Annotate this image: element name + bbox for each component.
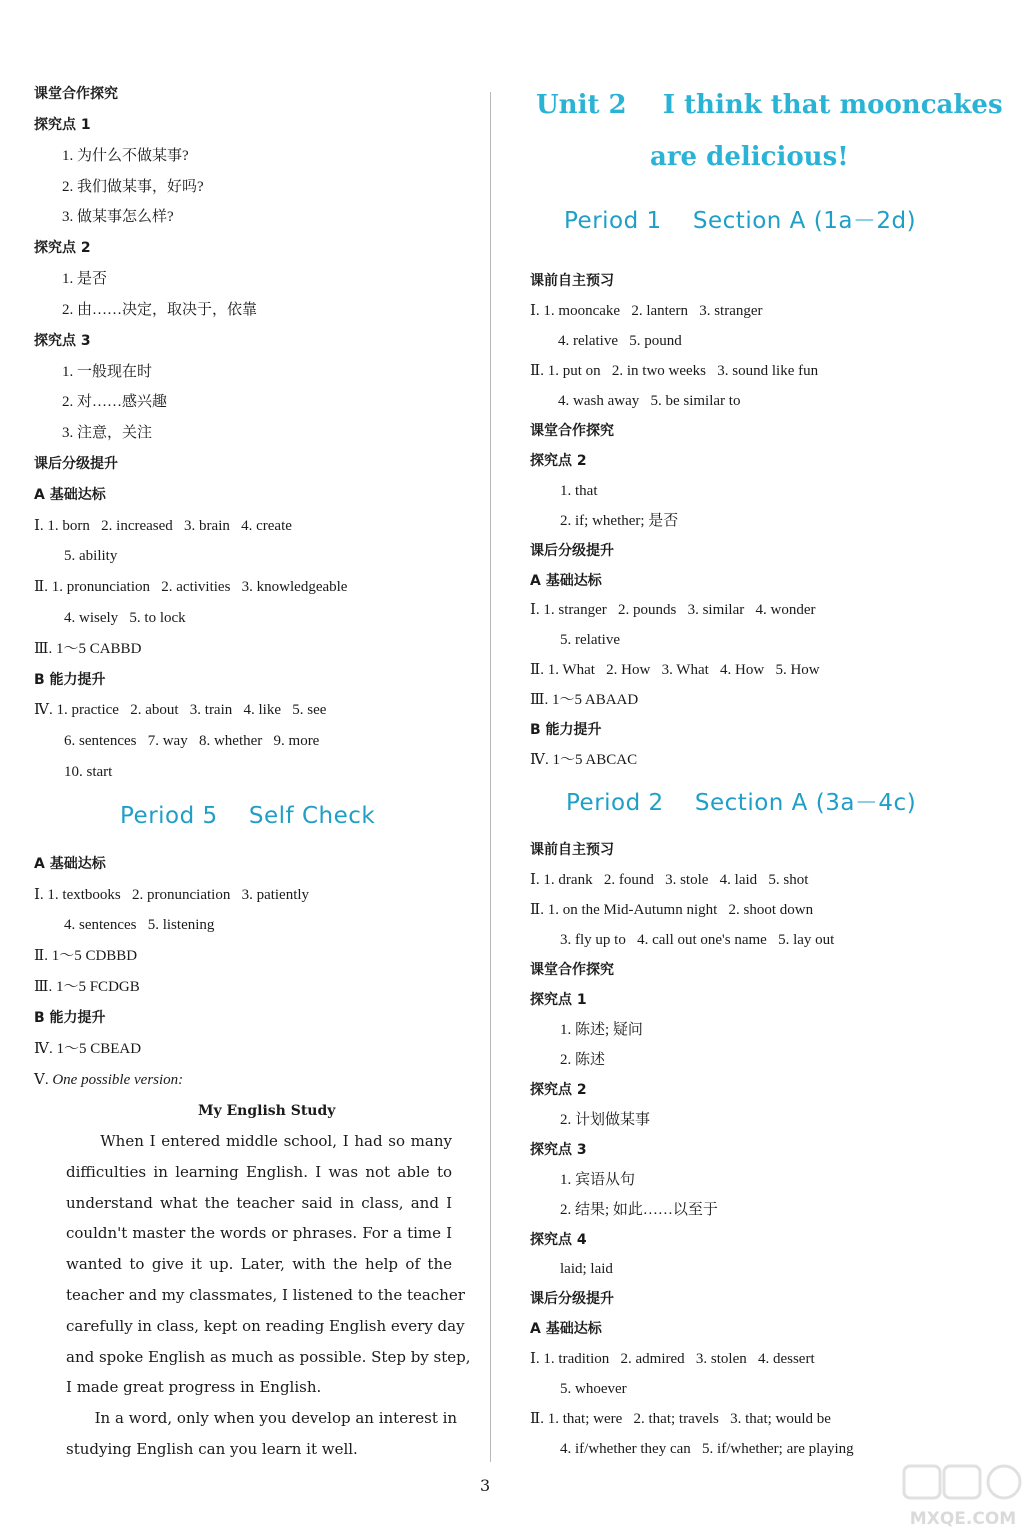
- section-heading: 探究点 1: [34, 117, 91, 133]
- section-heading: 探究点 3: [34, 333, 91, 349]
- answer-line: 3. 做某事怎么样?: [62, 209, 174, 225]
- answer-line: Ⅱ. 1. What 2. How 3. What 4. How 5. How: [530, 662, 820, 678]
- answer-line: Ⅲ. 1～5 ABAAD: [530, 692, 639, 708]
- version-label: Ⅴ.: [34, 1072, 53, 1088]
- answer-line: 2. if; whether; 是否: [560, 513, 679, 529]
- version-line: [34, 1070, 183, 1090]
- unit-title-line-1: Unit 2 I think that mooncakes: [536, 90, 1003, 120]
- answer-line: Ⅰ. 1. drank 2. found 3. stole 4. laid 5. shot: [530, 872, 809, 888]
- answer-line: 2. 对……感兴趣: [62, 394, 168, 410]
- answer-line: Ⅱ. 1. pronunciation 2. activities 3. knowledgeable: [34, 579, 348, 595]
- essay-line: couldn't master the words or phrases. For a time I: [66, 1224, 452, 1243]
- unit-title-line-2: are delicious!: [650, 142, 849, 172]
- answer-line: 6. sentences 7. way 8. whether 9. more: [64, 733, 320, 749]
- answer-line: 2. 陈述: [560, 1052, 606, 1068]
- section-heading: A 基础达标: [530, 1321, 602, 1337]
- section-heading: B 能力提升: [34, 1010, 106, 1026]
- answer-line: 1. 是否: [62, 271, 108, 287]
- section-heading: 探究点 4: [530, 1232, 587, 1248]
- answer-line: 1. 宾语从句: [560, 1172, 636, 1188]
- section-heading: A 基础达标: [34, 487, 106, 503]
- section-heading: 课前自主预习: [530, 842, 614, 858]
- answer-line: 3. fly up to 4. call out one's name 5. lay out: [560, 932, 835, 948]
- answer-line: 2. 我们做某事，好吗?: [62, 179, 204, 195]
- period-2-heading: Period 2 Section A (3a－4c): [566, 790, 917, 816]
- section-heading: A 基础达标: [530, 573, 602, 589]
- answer-line: Ⅲ. 1～5 CABBD: [34, 641, 142, 657]
- answer-line: laid; laid: [560, 1261, 613, 1277]
- essay-line: and spoke English as much as possible. Step by step,: [66, 1347, 471, 1366]
- section-heading: 课后分级提升: [530, 543, 614, 559]
- answer-line: Ⅰ. 1. tradition 2. admired 3. stolen 4. dessert: [530, 1351, 815, 1367]
- answer-line: 1. that: [560, 483, 598, 499]
- essay-line: I made great progress in English.: [66, 1378, 322, 1397]
- answer-line: 10. start: [64, 764, 113, 780]
- answer-line: Ⅳ. 1～5 ABCAC: [530, 752, 638, 768]
- section-heading: 探究点 2: [34, 240, 91, 256]
- section-heading: 课前自主预习: [530, 273, 614, 289]
- period-5-heading: Period 5 Self Check: [120, 803, 376, 829]
- answer-line: 5. ability: [64, 548, 118, 564]
- answer-line: Ⅱ. 1. on the Mid-Autumn night 2. shoot down: [530, 902, 814, 918]
- essay-line: When I entered middle school, I had so many: [66, 1132, 452, 1150]
- answer-line: Ⅰ. 1. mooncake 2. lantern 3. stranger: [530, 303, 763, 319]
- answer-line: 2. 由……决定，取决于，依靠: [62, 302, 258, 318]
- answer-line: Ⅱ. 1. that; were 2. that; travels 3. that; would be: [530, 1411, 831, 1427]
- essay-line: carefully in class, kept on reading English every day: [66, 1316, 465, 1335]
- essay-line: understand what the teacher said in class, and I: [66, 1193, 452, 1212]
- version-text: One possible version:: [52, 1072, 184, 1088]
- answer-line: Ⅱ. 1. put on 2. in two weeks 3. sound like fun: [530, 363, 819, 379]
- period-1-heading: Period 1 Section A (1a－2d): [564, 208, 917, 234]
- answer-line: 1. 一般现在时: [62, 364, 153, 380]
- answer-line: Ⅳ. 1～5 CBEAD: [34, 1041, 142, 1057]
- answer-line: 5. whoever: [560, 1381, 627, 1397]
- essay-line: In a word, only when you develop an interest in: [66, 1409, 458, 1428]
- answer-line: Ⅳ. 1. practice 2. about 3. train 4. like 5. see: [34, 702, 327, 718]
- section-heading: 课堂合作探究: [34, 86, 118, 102]
- section-heading: B 能力提升: [530, 722, 602, 738]
- essay-line: studying English can you learn it well.: [66, 1440, 358, 1458]
- section-heading: 探究点 1: [530, 992, 587, 1008]
- answer-line: 4. wisely 5. to lock: [64, 610, 186, 626]
- essay-line: difficulties in learning English. I was not able to: [66, 1162, 452, 1181]
- column-divider: [490, 92, 491, 1462]
- answer-line: Ⅰ. 1. stranger 2. pounds 3. similar 4. wonder: [530, 602, 816, 618]
- answer-line: Ⅱ. 1～5 CDBBD: [34, 948, 138, 964]
- answer-line: 1. 陈述; 疑问: [560, 1022, 643, 1038]
- answer-line: 1. 为什么不做某事?: [62, 148, 189, 164]
- section-heading: 课后分级提升: [530, 1291, 614, 1307]
- answer-line: 2. 计划做某事: [560, 1112, 651, 1128]
- answer-line: 3. 注意，关注: [62, 425, 153, 441]
- section-heading: 课堂合作探究: [530, 423, 614, 439]
- watermark-text: MXQE.COM: [909, 1509, 1017, 1529]
- answer-line: Ⅰ. 1. born 2. increased 3. brain 4. create: [34, 518, 292, 534]
- section-heading: A 基础达标: [34, 856, 106, 872]
- answer-line: 4. sentences 5. listening: [64, 917, 215, 933]
- section-heading: 探究点 2: [530, 453, 587, 469]
- answer-line: 4. relative 5. pound: [558, 333, 682, 349]
- section-heading: B 能力提升: [34, 672, 106, 688]
- answer-line: 4. if/whether they can 5. if/whether; are playing: [560, 1441, 854, 1457]
- section-heading: 探究点 2: [530, 1082, 587, 1098]
- section-heading: 课后分级提升: [34, 456, 118, 472]
- section-heading: 课堂合作探究: [530, 962, 614, 978]
- answer-line: 5. relative: [560, 632, 620, 648]
- answer-line: Ⅰ. 1. textbooks 2. pronunciation 3. patiently: [34, 887, 310, 903]
- answer-line: Ⅲ. 1～5 FCDGB: [34, 979, 140, 995]
- essay-line: wanted to give it up. Later, with the help of the: [66, 1255, 452, 1274]
- essay-title: My English Study: [198, 1103, 336, 1119]
- section-heading: 探究点 3: [530, 1142, 587, 1158]
- watermark-logo-icon: [898, 1462, 1028, 1532]
- page-number: 3: [480, 1476, 491, 1495]
- answer-line: 2. 结果; 如此……以至于: [560, 1202, 718, 1218]
- answer-line: 4. wash away 5. be similar to: [558, 393, 741, 409]
- essay-line: teacher and my classmates, I listened to the teacher: [66, 1286, 465, 1304]
